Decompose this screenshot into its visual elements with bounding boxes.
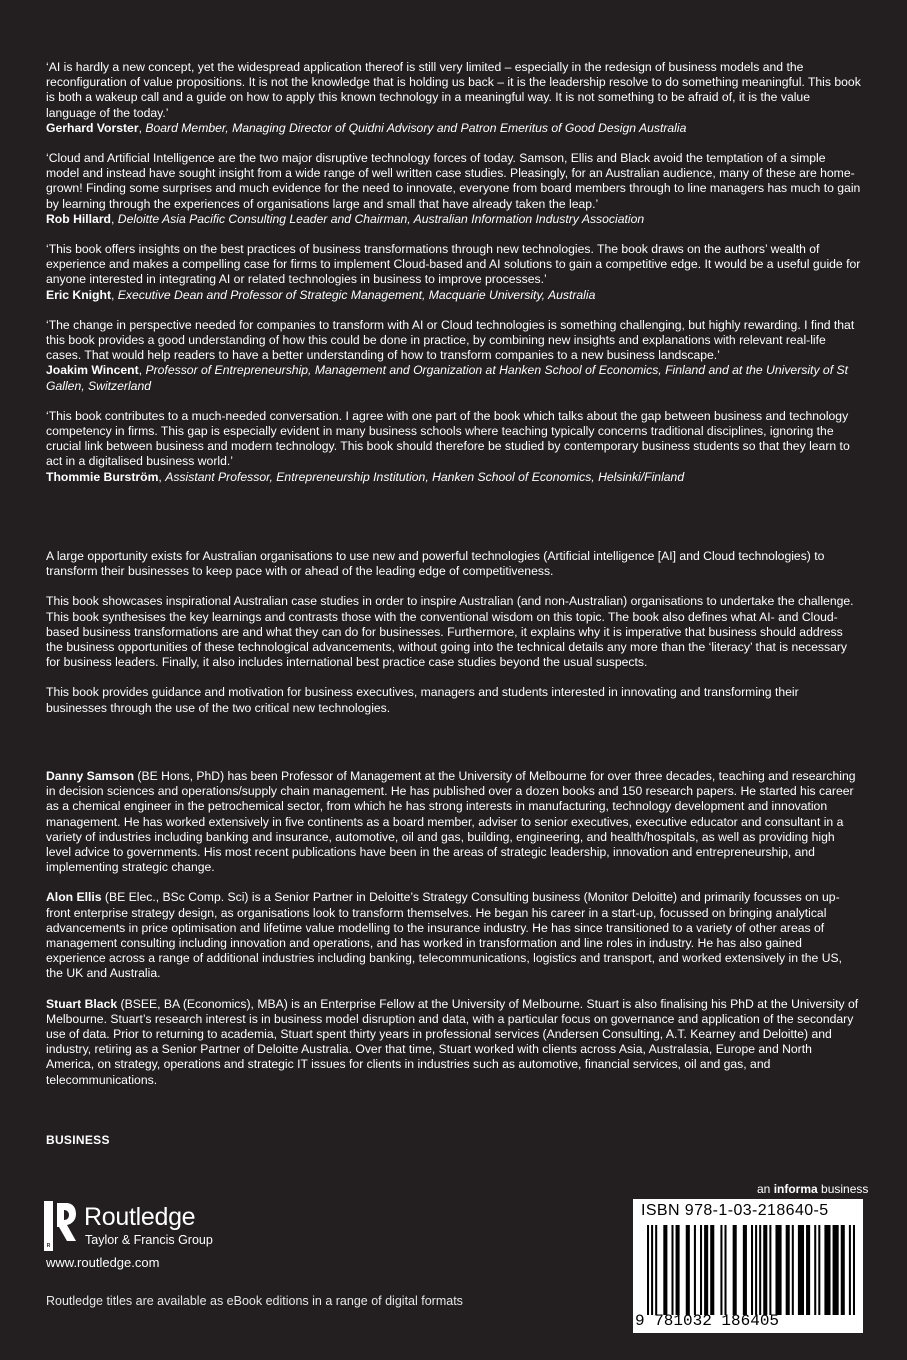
description-paragraph: This book showcases inspirational Australian case studies in order to inspire Australian (and non-Australian) organisations to undertake the challenge. This book synthesises the key learnings and contrasts those with the conventional wisdom on this topic. The book also defines what AI- and Cloud-based business transformations are and what they can do for businesses. Furthermore, it explains why it is imperative that business should address the business opportunities of these technological advancements, without going into the technical details any more than the ‘literacy’ that is necessary for business leaders. Finally, it also includes international best practice case studies beyond the usual suspects. [46,594,854,670]
endorsement-quote [46,60,862,136]
quote-text: ‘This book contributes to a much-needed conversation. I agree with one part of the book which talks about the gap between business and technology competency in firms. This gap is especially evident in many business schools where teaching typically concerns traditional disciplines, ignoring the crucial link between business and modern technology. This book should therefore be studied by contemporary business students so that they learn to act in a digitalised business world.’ [46,408,850,469]
barcode-bar [733,1225,737,1315]
quote-attribution: Joakim Wincent, Professor of Entrepreneurship, Management and Organization at Hanken School of Economics, Finland and at the University of St Gallen, Switzerland [46,363,848,393]
ebook-availability-note: Routledge titles are available as eBook editions in a range of digital formats [46,1294,463,1308]
routledge-r-logo-icon [44,1201,76,1251]
isbn-digits: 9 781032 186405 [635,1312,780,1330]
description-paragraph: This book provides guidance and motivation for business executives, managers and students interested in innovating and transforming their businesses through the use of the two critical new technologies. [46,685,799,715]
barcode-bar [755,1225,757,1315]
publisher-website-link[interactable]: www.routledge.com [46,1255,160,1270]
quote-attribution: Eric Knight, Executive Dean and Professor of Strategic Management, Macquarie University, Australia [46,287,596,302]
barcode-bar [663,1225,667,1315]
barcode-bar [655,1225,657,1315]
barcode-bar [676,1225,680,1315]
barcode-bar [743,1225,747,1315]
author-name: Danny Samson [46,769,135,783]
quote-author-role: Board Member, Managing Director of Quidni Advisory and Patron Emeritus of Good Design Australia [145,120,687,135]
barcode-bar [686,1225,690,1315]
barcode-bar [775,1225,781,1315]
informa-prefix: an [757,1182,774,1196]
barcode-bar [724,1225,726,1315]
barcode-bar [841,1225,845,1315]
author-bio-text: (BE Hons, PhD) has been Professor of Management at the University of Melbourne for over three decades, teaching and researching in decision sciences and operations/supply chain management. He has published over a dozen books and 150 research papers. He started his career as a chemical engineer in the petrochemical sector, from which he has strong interests in manufacturing, technology development and innovation management. He has worked extensively in five continents as a board member, adviser to senior executives, executive educator and consultant in a variety of industries including banking and insurance, automotive, oil and gas, building, engineering, and health/hospitals, as well as providing high level advice to governments. His most recent publications have been in the areas of strategic leadership, innovation and entrepreneurship, and implementing strategic change. [46,769,856,875]
informa-brand: informa [773,1182,818,1196]
quote-author: Thommie Burström [46,469,159,484]
barcode-bar [806,1225,810,1315]
informa-suffix: business [817,1182,869,1196]
barcode-bar [798,1225,804,1315]
author-bio [46,997,862,1088]
barcode-bar [671,1225,673,1315]
barcode-bar [833,1225,839,1315]
subject-category: BUSINESS [46,1133,110,1147]
quote-author: Eric Knight [46,287,112,302]
barcode-bar [694,1225,696,1315]
quote-text: ‘This book offers insights on the best practices of business transformations through new technologies. The book draws on the authors’ wealth of experience and makes a compelling case for firms to implement Cloud-based and AI solutions to gain a competitive edge. It would be a useful guide for anyone interested in integrating AI or related technologies in business to improve processes.’ [46,242,861,287]
endorsement-quote [46,318,862,394]
author-bio [46,890,862,981]
barcode-bars [647,1225,855,1315]
publisher-logo [44,1201,264,1251]
barcode-bar [786,1225,790,1315]
barcode-bar [710,1225,714,1315]
barcode-bar [814,1225,816,1315]
quote-text: ‘Cloud and Artificial Intelligence are the two major disruptive technology forces of today. Samson, Ellis and Black avoid the temptation of a simple model and instead have sought insight from a wide range of well written case studies. Pleasingly, for an Australian audience, many of these are home-grown! Finding some surprises and much evidence for the need to innovate, everyone from board members through to line managers has much to gain by learning through the experiences of organisations large and small that have already taken the leap.’ [46,151,861,211]
quote-author-role: Executive Dean and Professor of Strategic Management, Macquarie University, Australia [117,287,596,302]
barcode-bar [824,1225,830,1315]
endorsement-quote [46,151,862,227]
quote-author-role: Deloitte Asia Pacific Consulting Leader and Chairman, Australian Information Industry Association [117,211,645,226]
isbn-label: ISBN 978-1-03-218640-5 [641,1202,829,1219]
quote-author: Rob Hillard [46,211,112,226]
quote-text: ‘AI is hardly a new concept, yet the widespread application thereof is still very limited – especially in the redesign of business models and the reconfiguration of value propositions. It is not the knowledge that is holding us back – it is the leadership resolve to do something meaningful. This book is both a wakeup call and a guide on how to apply this known technology in a meaningful way. It is not something to be afraid of, it is the value language of the today.’ [46,60,861,120]
endorsement-quote [46,409,862,485]
quote-author: Joakim Wincent [46,363,139,378]
author-bio-text: (BSEE, BA (Economics), MBA) is an Enterprise Fellow at the University of Melbourne. Stuart is also finalising his PhD at the University of Melbourne. Stuart’s research interest is in business model disruption and data, with a particular focus on governance and application of the secondary use of data. Prior to returning to academia, Stuart spent thirty years in professional services (Andersen Consulting, A.T. Kearney and Deloitte) and industry, retiring as a Senior Partner of Deloitte Australia. Over that time, Stuart worked with clients across Asia, Australasia, Europe and North America, on strategy, operations and strategic IT issues for clients in industries such as automotive, financial services, oil and gas, and telecommunications. [46,996,859,1087]
barcode-bar [700,1225,702,1315]
endorsement-quote [46,242,862,303]
book-description [46,549,862,731]
author-bio-text: (BE Elec., BSc Comp. Sci) is a Senior Partner in Deloitte’s Strategy Consulting business (Monitor Deloitte) and primarily focusses on up-front enterprise strategy design, as organisations look to transform themselves. He began his career in a start-up, focussed on bringing analytical advancements in price optimisation and lifetime value modelling to the insurance industry. He has since transitioned to a variety of other areas of management consulting including innovation and operations, and has worked in transformation and line roles in industry. He has also gained experience across a range of additional industries including banking, telecommunications, logistics and transport, and worked extensively in the US, the UK and Australia. [46,890,843,981]
author-name: Alon Ellis [46,890,102,905]
endorsements [46,60,862,500]
barcode-bar [647,1225,649,1315]
isbn-barcode [633,1199,863,1333]
description-paragraph: A large opportunity exists for Australian organisations to use new and powerful technologies (Artificial intelligence [AI] and Cloud technologies) to transform their businesses to keep pace with or ahead of the leading edge of competitiveness. [46,549,825,579]
barcode-bar [769,1225,771,1315]
barcode-bar [763,1225,767,1315]
barcode-bar [792,1225,794,1315]
quote-attribution: Rob Hillard, Deloitte Asia Pacific Consulting Leader and Chairman, Australian Information Industry Association [46,211,645,226]
barcode-bar [759,1225,761,1315]
publisher-group: Taylor & Francis Group [85,1233,213,1247]
informa-business-tagline [757,1182,868,1197]
quote-author-role: Professor of Entrepreneurship, Management and Organization at Hanken School of Economics, Finland and at the University of St Gallen, Switzerland [46,363,848,393]
author-name: Stuart Black [46,996,118,1011]
quote-text: ‘The change in perspective needed for companies to transform with AI or Cloud technologies is something challenging, but highly rewarding. I find that this book provides a good understanding of how this could be done in practice, by combining new insights and explanations with relevant real-life cases. That would help readers to have a better understanding of how to transform companies to a new business landscape.’ [46,317,855,363]
quote-author: Gerhard Vorster [46,120,139,135]
barcode-bar [751,1225,753,1315]
author-bio [46,769,862,875]
author-bios [46,769,862,1103]
barcode-bar [720,1225,722,1315]
svg-text:R: R [46,1243,51,1249]
barcode-bar [818,1225,820,1315]
quote-attribution: Gerhard Vorster, Board Member, Managing Director of Quidni Advisory and Patron Emeritus of Good Design Australia [46,120,687,135]
publisher-name: Routledge [84,1203,196,1231]
barcode-bar [849,1225,851,1315]
barcode-bar [704,1225,708,1315]
quote-author-role: Assistant Professor, Entrepreneurship Institution, Hanken School of Economics, Helsinki/Finland [165,469,685,484]
quote-attribution: Thommie Burström, Assistant Professor, Entrepreneurship Institution, Hanken School of Economics, Helsinki/Finland [46,469,685,484]
barcode-bar [853,1225,855,1315]
barcode-bar [651,1225,653,1315]
